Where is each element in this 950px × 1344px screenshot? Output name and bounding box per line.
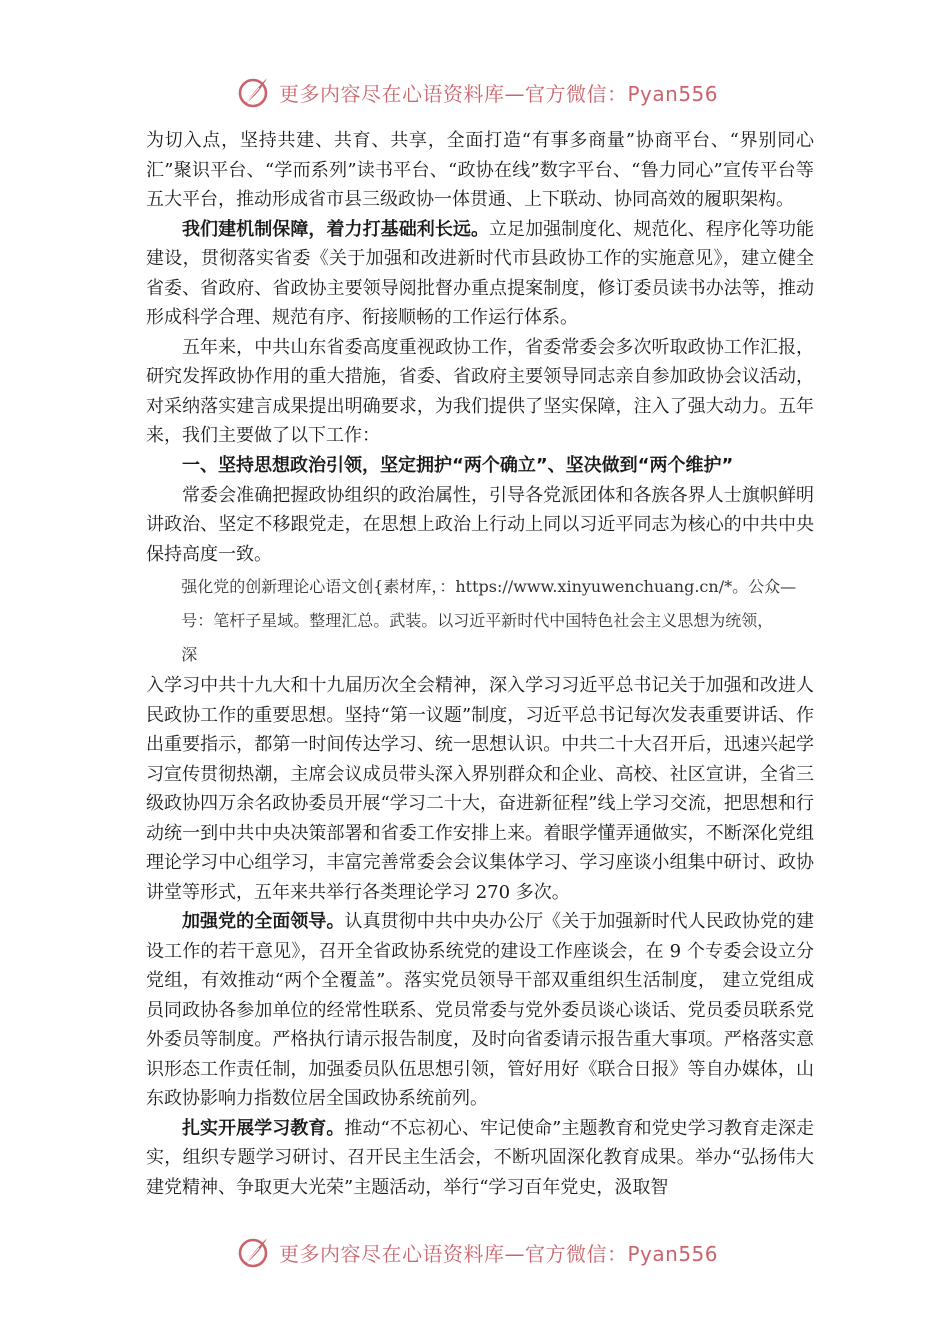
header-watermark-banner — [235, 72, 735, 112]
footer-watermark-banner — [235, 1232, 735, 1272]
red-circle-feather-logo-icon — [235, 74, 271, 110]
paragraph-text: 推动“不忘初心、牢记使命”主题教育和党史学习教育走深走实，组织专题学习研讨、召开民主生活会，不断巩固深化教育成果。举办“弘扬伟大建党精神、争取更大光荣”主题活动，举行“学习百年党史，汲取智 — [146, 1117, 815, 1198]
paragraph-lead-bold: 扎实开展学习教育。 — [182, 1117, 345, 1139]
inserted-promo-line: 强化党的创新理论心语文创{素材库，：https://www.xinyuwenchuang.cn/*。公众— — [181, 577, 797, 596]
paragraph: 常委会准确把握政协组织的政治属性，引导各党派团体和各族各界人士旗帜鲜明讲政治、坚定不移跟党走，在思想上政治上行动上同以习近平同志为核心的中共中央保持高度一致。 — [146, 484, 814, 565]
paragraph — [146, 1114, 814, 1203]
inserted-promo-line: 深 — [181, 645, 198, 664]
watermark-text: 更多内容尽在心语资料库—官方微信：Pyan556 — [279, 81, 719, 106]
paragraph-text: 认真贯彻中共中央办公厅《关于加强新时代人民政协党的建设工作的若干意见》，召开全省政协系统党的建设工作座谈会，在 9 个专委会设立分党组，有效推动“两个全覆盖”。落实党员领导干部双重组织生活制度， 建立党组成员同政协各参加单位的经常性联系、党员常委与党外委员谈心谈话、党员委员联系党外委员等制度。严格执行请示报告制度，及时向省委请示报告重大事项。严格落实意识形态工作责任制，加强委员队伍思想引领，管好用好《联合日报》等自办媒体，山东政协影响力指数位居全国政协系统前列。 — [146, 911, 814, 1109]
paragraph-lead-bold: 我们建机制保障，着力打基础利长远。 — [182, 218, 489, 240]
paragraph: 入学习中共十九大和十九届历次全会精神，深入学习习近平总书记关于加强和改进人民政协工作的重要思想。坚持“第一议题”制度，习近平总书记每次发表重要讲话、作出重要指示，都第一时间传达学习、统一思想认识。中共二十大召开后，迅速兴起学习宣传贯彻热潮，主席会议成员带头深入界别群众和企业、高校、社区宣讲，全省三级政协四万余名政协委员开展“学习二十大，奋进新征程”线上学习交流，把思想和行动统一到中共中央决策部署和省委工作安排上来。着眼学懂弄通做实，不断深化党组理论学习中心组学习，丰富完善常委会会议集体学习、学习座谈小组集中研讨、政协讲堂等形式，五年来共举行各类理论学习 270 多次。 — [146, 675, 814, 903]
document-body — [146, 126, 814, 1202]
paragraph — [146, 907, 814, 1114]
paragraph: 为切入点，坚持共建、共育、共享，全面打造“有事多商量”协商平台、“界别同心汇”聚识平台、“学而系列”读书平台、“政协在线”数字平台、“鲁力同心”宣传平台等五大平台，推动形成省市县三级政协一体贯通、上下联动、协同高效的履职架构。 — [146, 130, 814, 210]
paragraph-lead-bold: 加强党的全面领导。 — [182, 911, 345, 932]
paragraph: 五年来，中共山东省委高度重视政协工作，省委常委会多次听取政协工作汇报，研究发挥政协作用的重大措施，省委、省政府主要领导同志亲自参加政协会议活动，对采纳落实建言成果提出明确要求，为我们提供了坚实保障，注入了强大动力。五年来，我们主要做了以下工作： — [146, 336, 814, 446]
paragraph-text: 立足加强制度化、规范化、程序化等功能建设，贯彻落实省委《关于加强和改进新时代市县政协工作的实施意见》，建立健全省委、省政府、省政协主要领导阅批督办重点提案制度，修订委员读书办法等，推动形成科学合理、规范有序、衔接顺畅的工作运行体系。 — [146, 218, 814, 328]
watermark-text: 更多内容尽在心语资料库—官方微信：Pyan556 — [279, 1241, 719, 1266]
inserted-promo-line: 号：笔杆子星域。整理汇总。武装。以习近平新时代中国特色社会主义思想为统领， — [181, 611, 774, 630]
paragraph — [146, 215, 814, 333]
red-circle-feather-logo-icon — [235, 1234, 271, 1270]
section-heading: 一、坚持思想政治引领，坚定拥护“两个确立”、坚决做到“两个维护” — [182, 454, 734, 476]
